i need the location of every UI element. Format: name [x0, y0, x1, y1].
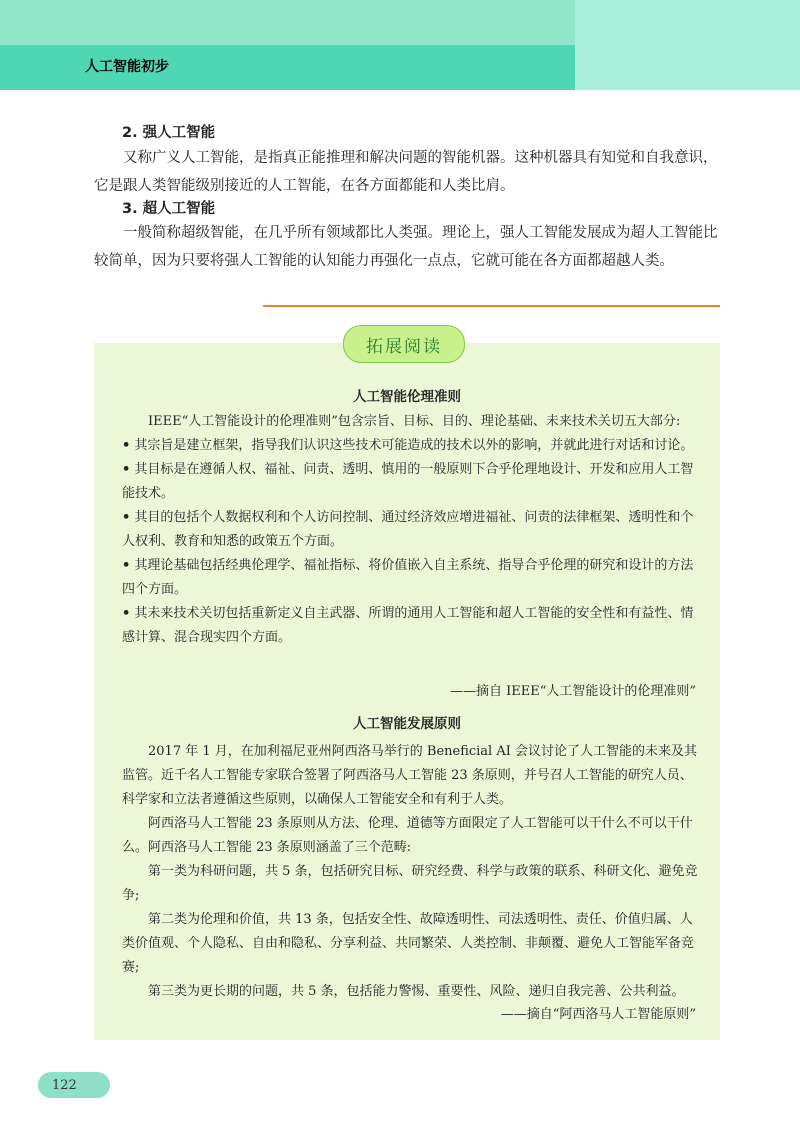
header-decoration [575, 0, 800, 90]
development-citation: ——摘自“阿西洛马人工智能原则” [500, 1007, 696, 1022]
heading-super-ai: 3. 超人工智能 [122, 201, 216, 217]
development-paragraph: 第一类为科研问题，共 5 条，包括研究目标、研究经费、科学与政策的联系、科研文化、避免竞争; [122, 864, 698, 903]
ethics-citation: ——摘自 IEEE“人工智能设计的伦理准则” [449, 684, 696, 699]
development-content [122, 740, 698, 1004]
strong-ai-text: 又称广义人工智能，是指真正能推理和解决问题的智能机器。这种机器具有知觉和自我意识，它是跟人类智能级别接近的人工智能，在各方面都能和人类比肩。 [94, 150, 718, 194]
divider-line [263, 305, 720, 307]
development-paragraph: 阿西洛马人工智能 23 条原则从方法、伦理、道德等方面限定了人工智能可以干什么不可以干什么。阿西洛马人工智能 23 条原则涵盖了三个范畴: [122, 816, 693, 855]
ethics-bullet: • 其理论基础包括经典伦理学、福祉指标、将价值嵌入自主系统、指导合乎伦理的研究和设计的方法四个方面。 [122, 558, 694, 597]
development-paragraph: 2017 年 1 月，在加利福尼亚州阿西洛马举行的 Beneficial AI 会议讨论了人工智能的未来及其监管。近千名人工智能专家联合签署了阿西洛马人工智能 23 条原则，并号召人工智能的研究人员、科学家和立法者遵循这些原则，以确保人工智能安全和有利于人类。 [122, 744, 698, 807]
chapter-title: 人工智能初步 [85, 59, 169, 75]
page-header [0, 0, 800, 90]
ethics-title: 人工智能伦理准则 [353, 389, 461, 405]
strong-ai-paragraph [94, 144, 720, 200]
ethics-content [122, 410, 698, 650]
development-title: 人工智能发展原则 [353, 716, 461, 732]
ethics-bullet: • 其未来技术关切包括重新定义自主武器、所谓的通用人工智能和超人工智能的安全性和有益性、情感计算、混合现实四个方面。 [122, 606, 694, 645]
development-paragraph: 第三类为更长期的问题，共 5 条，包括能力警惕、重要性、风险、递归自我完善、公共利益。 [148, 984, 685, 999]
ethics-intro: IEEE“人工智能设计的伦理准则”包含宗旨、目标、目的、理论基础、未来技术关切五大部分: [148, 414, 681, 429]
super-ai-paragraph [94, 219, 720, 275]
ethics-bullet: • 其目的包括个人数据权利和个人访问控制、通过经济效应增进福祉、问责的法律框架、透明性和个人权利、教育和知悉的政策五个方面。 [122, 510, 694, 549]
ethics-bullet: • 其目标是在遵循人权、福祉、问责、透明、慎用的一般原则下合乎伦理地设计、开发和应用人工智能技术。 [122, 462, 694, 501]
super-ai-text: 一般简称超级智能，在几乎所有领域都比人类强。理论上，强人工智能发展成为超人工智能比较简单，因为只要将强人工智能的认知能力再强化一点点，它就可能在各方面都超越人类。 [94, 225, 718, 269]
page-number: 122 [38, 1072, 110, 1098]
development-paragraph: 第二类为伦理和价值，共 13 条，包括安全性、故障透明性、司法透明性、责任、价值归属、人类价值观、个人隐私、自由和隐私、分享利益、共同繁荣、人类控制、非颠覆、避免人工智能军备竞赛; [122, 912, 695, 975]
ethics-bullet: • 其宗旨是建立框架，指导我们认识这些技术可能造成的技术以外的影响，并就此进行对话和讨论。 [122, 438, 694, 453]
extended-reading-badge: 拓展阅读 [343, 325, 465, 363]
heading-strong-ai: 2. 强人工智能 [122, 125, 216, 141]
